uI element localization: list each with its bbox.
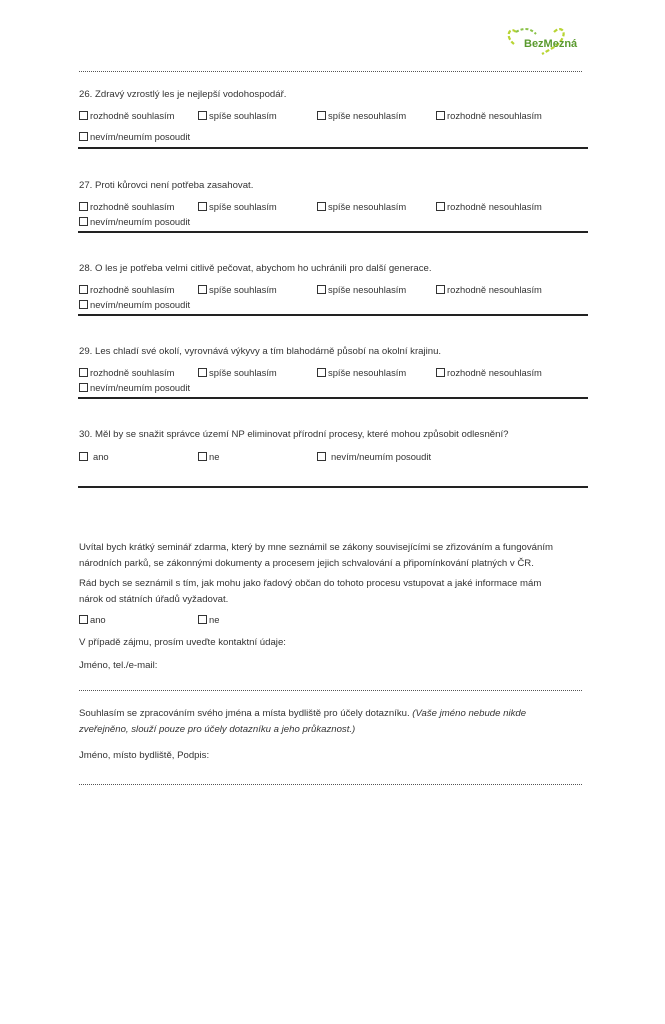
option-q28-2[interactable]: spíše souhlasím — [198, 284, 277, 295]
brand-name: BezMezná — [524, 38, 578, 50]
checkbox[interactable] — [317, 111, 326, 120]
checkbox[interactable] — [79, 615, 88, 624]
checkbox[interactable] — [436, 111, 445, 120]
checkbox[interactable] — [79, 217, 88, 226]
checkbox[interactable] — [198, 285, 207, 294]
checkbox[interactable] — [317, 368, 326, 377]
checkbox[interactable] — [79, 368, 88, 377]
option-q26-2[interactable]: spíše souhlasím — [198, 110, 277, 121]
option-q29-2[interactable]: spíše souhlasím — [198, 367, 277, 378]
option-q29-3[interactable]: spíše nesouhlasím — [317, 367, 406, 378]
option-q27-1[interactable]: rozhodně souhlasím — [79, 201, 174, 212]
signature-field-line[interactable] — [79, 784, 582, 785]
checkbox[interactable] — [198, 452, 207, 461]
option-q26-5[interactable]: nevím/neumím posoudit — [79, 131, 190, 142]
checkbox[interactable] — [436, 368, 445, 377]
checkbox[interactable] — [198, 368, 207, 377]
checkbox[interactable] — [436, 202, 445, 211]
option-q27-4[interactable]: rozhodně nesouhlasím — [436, 201, 542, 212]
checkbox[interactable] — [317, 285, 326, 294]
signature-label: Jméno, místo bydliště, Podpis: — [79, 750, 210, 761]
seminar-paragraph-2: Rád bych se seznámil s tím, jak mohu jako řadový občan do tohoto procesu vstupovat a jaké informace mám nárok od státních úřadů vyžadovat. — [79, 578, 542, 605]
option-q29-1[interactable]: rozhodně souhlasím — [79, 367, 174, 378]
checkbox[interactable] — [198, 615, 207, 624]
checkbox[interactable] — [79, 383, 88, 392]
option-q29-5[interactable]: nevím/neumím posoudit — [79, 382, 190, 393]
section-divider — [78, 397, 588, 399]
option-q26-1[interactable]: rozhodně souhlasím — [79, 110, 174, 121]
question-26: 26. Zdravý vzrostlý les je nejlepší vodohospodář. — [79, 89, 287, 100]
option-q27-3[interactable]: spíše nesouhlasím — [317, 201, 406, 212]
checkbox[interactable] — [198, 111, 207, 120]
checkbox[interactable] — [79, 132, 88, 141]
contact-prompt: V případě zájmu, prosím uveďte kontaktní údaje: — [79, 637, 286, 648]
contact-label: Jméno, tel./e-mail: — [79, 660, 158, 671]
seminar-option-yes[interactable]: ano — [79, 614, 106, 625]
question-29: 29. Les chladí své okolí, vyrovnává výkyvy a tím blahodárně působí na okolní krajinu. — [79, 346, 442, 357]
option-q30-2[interactable]: ne — [198, 451, 219, 462]
option-q28-5[interactable]: nevím/neumím posoudit — [79, 299, 190, 310]
checkbox[interactable] — [79, 452, 88, 461]
seminar-paragraph-1: Uvítal bych krátký seminář zdarma, který by mne seznámil se zákony souvisejícími se zřizováním a fungováním národních parků, se zákonnými dokumenty a procesem jejich schvalování a připomínkování platných v ČR. — [79, 542, 553, 569]
checkbox[interactable] — [79, 300, 88, 309]
option-q27-2[interactable]: spíše souhlasím — [198, 201, 277, 212]
brand-logo — [506, 24, 582, 58]
section-divider — [78, 486, 588, 488]
section-divider — [78, 314, 588, 316]
separator-dotted — [79, 71, 582, 72]
checkbox[interactable] — [79, 285, 88, 294]
option-q30-1[interactable]: ano — [79, 451, 109, 462]
consent-paragraph: Souhlasím se zpracováním svého jména a místa bydliště pro účely dotazníku. (Vaše jméno nebude nikde zveřejněno, slouží pouze pro účely dotazníku a jeho průkaznost.) — [79, 708, 527, 735]
checkbox[interactable] — [79, 111, 88, 120]
option-q28-1[interactable]: rozhodně souhlasím — [79, 284, 174, 295]
option-q27-5[interactable]: nevím/neumím posoudit — [79, 216, 190, 227]
section-divider — [78, 147, 588, 149]
section-divider — [78, 231, 588, 233]
question-27: 27. Proti kůrovci není potřeba zasahovat. — [79, 180, 254, 191]
option-q30-3[interactable]: nevím/neumím posoudit — [317, 451, 431, 462]
question-30: 30. Měl by se snažit správce území NP eliminovat přírodní procesy, které mohou způsobit odlesnění? — [79, 429, 509, 440]
option-q26-3[interactable]: spíše nesouhlasím — [317, 110, 406, 121]
checkbox[interactable] — [198, 202, 207, 211]
contact-field-line[interactable] — [79, 690, 582, 691]
question-28: 28. O les je potřeba velmi citlivě pečovat, abychom ho uchránili pro další generace. — [79, 263, 432, 274]
seminar-option-no[interactable]: ne — [198, 614, 219, 625]
option-q29-4[interactable]: rozhodně nesouhlasím — [436, 367, 542, 378]
checkbox[interactable] — [317, 202, 326, 211]
checkbox[interactable] — [436, 285, 445, 294]
option-q28-4[interactable]: rozhodně nesouhlasím — [436, 284, 542, 295]
option-q26-4[interactable]: rozhodně nesouhlasím — [436, 110, 542, 121]
option-q28-3[interactable]: spíše nesouhlasím — [317, 284, 406, 295]
checkbox[interactable] — [317, 452, 326, 461]
checkbox[interactable] — [79, 202, 88, 211]
